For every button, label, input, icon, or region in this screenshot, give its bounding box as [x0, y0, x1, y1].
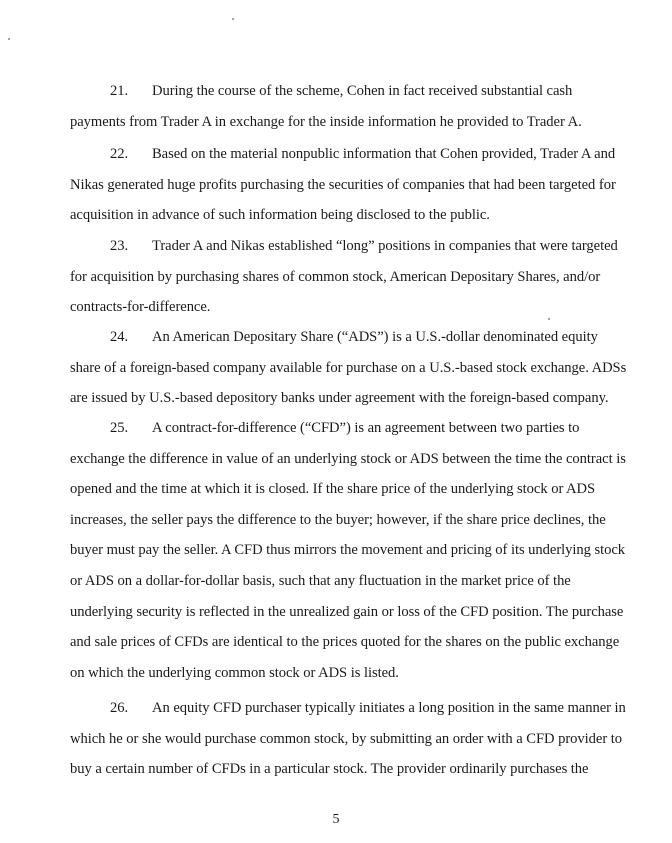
- paragraph-line: opened and the time at which it is closed. If the share price of the underlying stock or ADS: [70, 481, 596, 498]
- paragraph-number: 24.: [110, 329, 129, 345]
- paragraph-line: acquisition in advance of such information being disclosed to the public.: [70, 207, 490, 224]
- paragraph-line: buyer must pay the seller. A CFD thus mirrors the movement and pricing of its underlying stock: [70, 542, 626, 559]
- paragraph-line: payments from Trader A in exchange for the inside information he provided to Trader A.: [70, 113, 582, 130]
- paragraph-line: or ADS on a dollar-for-dollar basis, such that any fluctuation in the market price of the: [70, 572, 571, 589]
- paragraph-line: are issued by U.S.-based depository banks under agreement with the foreign-based company.: [70, 390, 609, 407]
- paragraph-number: 22.: [110, 146, 129, 162]
- paragraph-line: underlying security is reflected in the unrealized gain or loss of the CFD position. The purchase: [70, 603, 624, 620]
- paragraph-line: During the course of the scheme, Cohen in fact received substantial cash: [152, 83, 573, 99]
- paragraph-line: contracts-for-difference.: [70, 299, 211, 316]
- paragraph-line: Based on the material nonpublic information that Cohen provided, Trader A and: [152, 146, 616, 162]
- paragraph-number: 21.: [110, 83, 129, 99]
- paragraph-line: An equity CFD purchaser typically initiates a long position in the same manner in: [152, 700, 626, 716]
- paragraph-line: increases, the seller pays the difference to the buyer; however, if the share price declines, the: [70, 511, 606, 528]
- paragraph-line: which he or she would purchase common stock, by submitting an order with a CFD provider to: [70, 730, 622, 747]
- scan-speck: [8, 38, 10, 40]
- page-number: 5: [332, 812, 340, 827]
- paragraph-line: exchange the difference in value of an underlying stock or ADS between the time the contract is: [70, 450, 626, 467]
- paragraph-24: [70, 322, 627, 414]
- paragraph-number: 25.: [110, 420, 129, 436]
- paragraph-line: share of a foreign-based company available for purchase on a U.S.-based stock exchange. ADSs: [70, 359, 627, 376]
- paragraph-23: [70, 231, 618, 323]
- paragraph-line: buy a certain number of CFDs in a particular stock. The provider ordinarily purchases the: [70, 761, 589, 778]
- paragraph-number: 26.: [110, 700, 129, 716]
- scan-speck: [232, 18, 234, 20]
- paragraph-line: Trader A and Nikas established “long” positions in companies that were targeted: [152, 238, 618, 254]
- paragraph-25: [70, 413, 626, 688]
- paragraph-line: and sale prices of CFDs are identical to the prices quoted for the shares on the public exchange: [70, 634, 620, 651]
- paragraph-line: A contract-for-difference (“CFD”) is an agreement between two parties to: [152, 420, 580, 436]
- paragraph-line: Nikas generated huge profits purchasing the securities of companies that had been targeted for: [70, 176, 616, 193]
- paragraph-26: [70, 693, 626, 785]
- paragraph-number: 23.: [110, 238, 129, 254]
- paragraph-line: on which the underlying common stock or ADS is listed.: [70, 664, 399, 681]
- paragraph-line: An American Depositary Share (“ADS”) is a U.S.-dollar denominated equity: [152, 329, 598, 345]
- paragraph-line: for acquisition by purchasing shares of common stock, American Depositary Shares, and/or: [70, 268, 601, 285]
- paragraph-22: [70, 139, 616, 231]
- paragraph-21: [70, 76, 590, 137]
